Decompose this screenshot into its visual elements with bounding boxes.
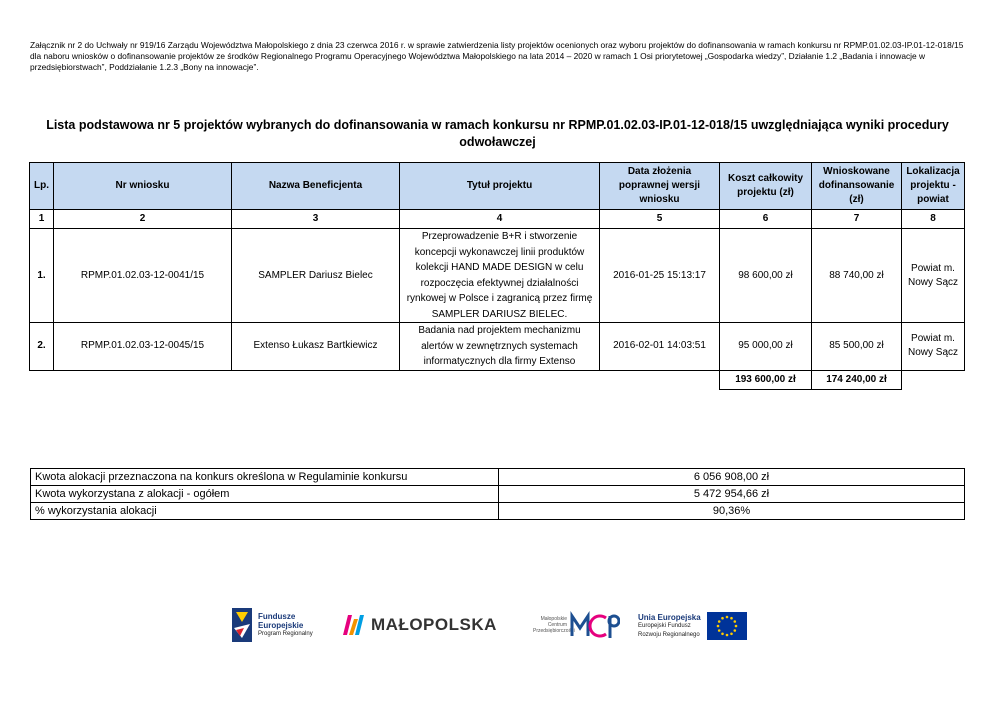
fundusze-europejskie-logo [232,608,313,642]
fe-line2: Europejskie [258,620,304,630]
ue-line2: Europejski Fundusz [638,622,691,629]
cell-lokalizacja: Powiat m. Nowy Sącz [902,229,965,323]
cell-nr-wniosku: RPMP.01.02.03-12-0041/15 [54,229,232,323]
allocation-table [30,468,965,520]
mcp-line1: Małopolskie [540,616,567,622]
cell-koszt: 95 000,00 zł [720,323,812,371]
malopolska-icon [343,615,365,635]
mcp-logo [533,610,620,640]
allocation-row [31,486,965,503]
allocation-row [31,469,965,486]
col-header-nr-wniosku: Nr wniosku [54,163,232,210]
allocation-label: Kwota alokacji przeznaczona na konkurs określona w Regulaminie konkursu [31,469,499,486]
unia-europejska-logo [638,612,747,640]
mcp-line3: Przedsiębiorczości [533,628,575,634]
col-header-beneficjent: Nazwa Beneficjenta [232,163,400,210]
cell-beneficjent: Extenso Łukasz Bartkiewicz [232,323,400,371]
sum-row [30,370,965,389]
col-number: 5 [600,210,720,229]
col-number: 3 [232,210,400,229]
malopolska-text: MAŁOPOLSKA [371,615,497,634]
allocation-value: 6 056 908,00 zł [499,469,965,486]
fe-line3: Program Regionalny [258,630,313,637]
cell-dofinansowanie: 88 740,00 zł [812,229,902,323]
cell-beneficjent: SAMPLER Dariusz Bielec [232,229,400,323]
header-note: Załącznik nr 2 do Uchwały nr 919/16 Zarządu Województwa Małopolskiego z dnia 23 czerwca 2016 r. w sprawie zatwierdzenia listy projektów ocenionych oraz wyboru projektów do dofinansowania w ramach konkursu nr RPMP.01.02.03-IP.01-12-018/15 dla naboru wniosków o dofinansowanie projektów ze środków Regionalnego Programu Operacyjnego Województwa Małopolskiego na lata 2014 – 2020 w ramach 1 Osi priorytetowej „Gospodarka wiedzy”, Działanie 1.2 „Badania i innowacje w przedsiębiorstwach”, Poddziałanie 1.2.3 „Bony na innowacje”. [30,40,964,72]
col-number: 7 [812,210,902,229]
mcp-icon [570,610,620,640]
allocation-row [31,503,965,520]
cell-data: 2016-01-25 15:13:17 [600,229,720,323]
allocation-value: 90,36% [499,503,965,520]
col-header-dofinansowanie: Wnioskowane dofinansowanie (zł) [812,163,902,210]
cell-data: 2016-02-01 14:03:51 [600,323,720,371]
projects-table [29,162,965,390]
col-number: 1 [30,210,54,229]
ue-line3: Rozwoju Regionalnego [638,631,700,638]
col-header-lp: Lp. [30,163,54,210]
column-number-row [30,210,965,229]
sum-koszt: 193 600,00 zł [720,370,812,389]
ue-line1: Unia Europejska [638,612,701,622]
allocation-label: % wykorzystania alokacji [31,503,499,520]
col-header-data: Data złożenia poprawnej wersji wniosku [600,163,720,210]
cell-dofinansowanie: 85 500,00 zł [812,323,902,371]
fundusze-europejskie-icon [232,608,252,642]
sum-spacer [902,370,965,389]
table-header-row [30,163,965,210]
allocation-label: Kwota wykorzystana z alokacji - ogółem [31,486,499,503]
fe-line1: Fundusze [258,611,296,621]
col-number: 6 [720,210,812,229]
sum-dofinansowanie: 174 240,00 zł [812,370,902,389]
allocation-value: 5 472 954,66 zł [499,486,965,503]
col-number: 2 [54,210,232,229]
col-number: 8 [902,210,965,229]
table-row [30,323,965,371]
col-header-tytul: Tytuł projektu [400,163,600,210]
eu-flag-icon [707,612,747,640]
malopolska-logo [343,615,497,635]
cell-koszt: 98 600,00 zł [720,229,812,323]
col-header-lokalizacja: Lokalizacja projektu - powiat [902,163,965,210]
table-row [30,229,965,323]
sum-spacer [30,370,720,389]
cell-nr-wniosku: RPMP.01.02.03-12-0045/15 [54,323,232,371]
col-header-koszt: Koszt całkowity projektu (zł) [720,163,812,210]
cell-tytul: Przeprowadzenie B+R i stworzenie koncepcji wykonawczej linii produktów kolekcji HAND MADE DESIGN w celu rozpoczęcia efektywnej działalności rynkowej w Polsce i zagranicą przez firmę SAMPLER DARIUSZ BIELEC. [400,229,600,323]
footer-logos [0,600,992,660]
mcp-line2: Centrum [547,622,567,628]
cell-lp: 2. [30,323,54,371]
cell-tytul: Badania nad projektem mechanizmu alertów w zewnętrznych systemach informatycznych dla firmy Extenso [400,323,600,371]
cell-lp: 1. [30,229,54,323]
cell-lokalizacja: Powiat m. Nowy Sącz [902,323,965,371]
page-title: Lista podstawowa nr 5 projektów wybranych do dofinansowania w ramach konkursu nr RPMP.01.02.03-IP.01-12-018/15 uwzględniająca wyniki procedury odwoławczej [46,118,949,149]
col-number: 4 [400,210,600,229]
